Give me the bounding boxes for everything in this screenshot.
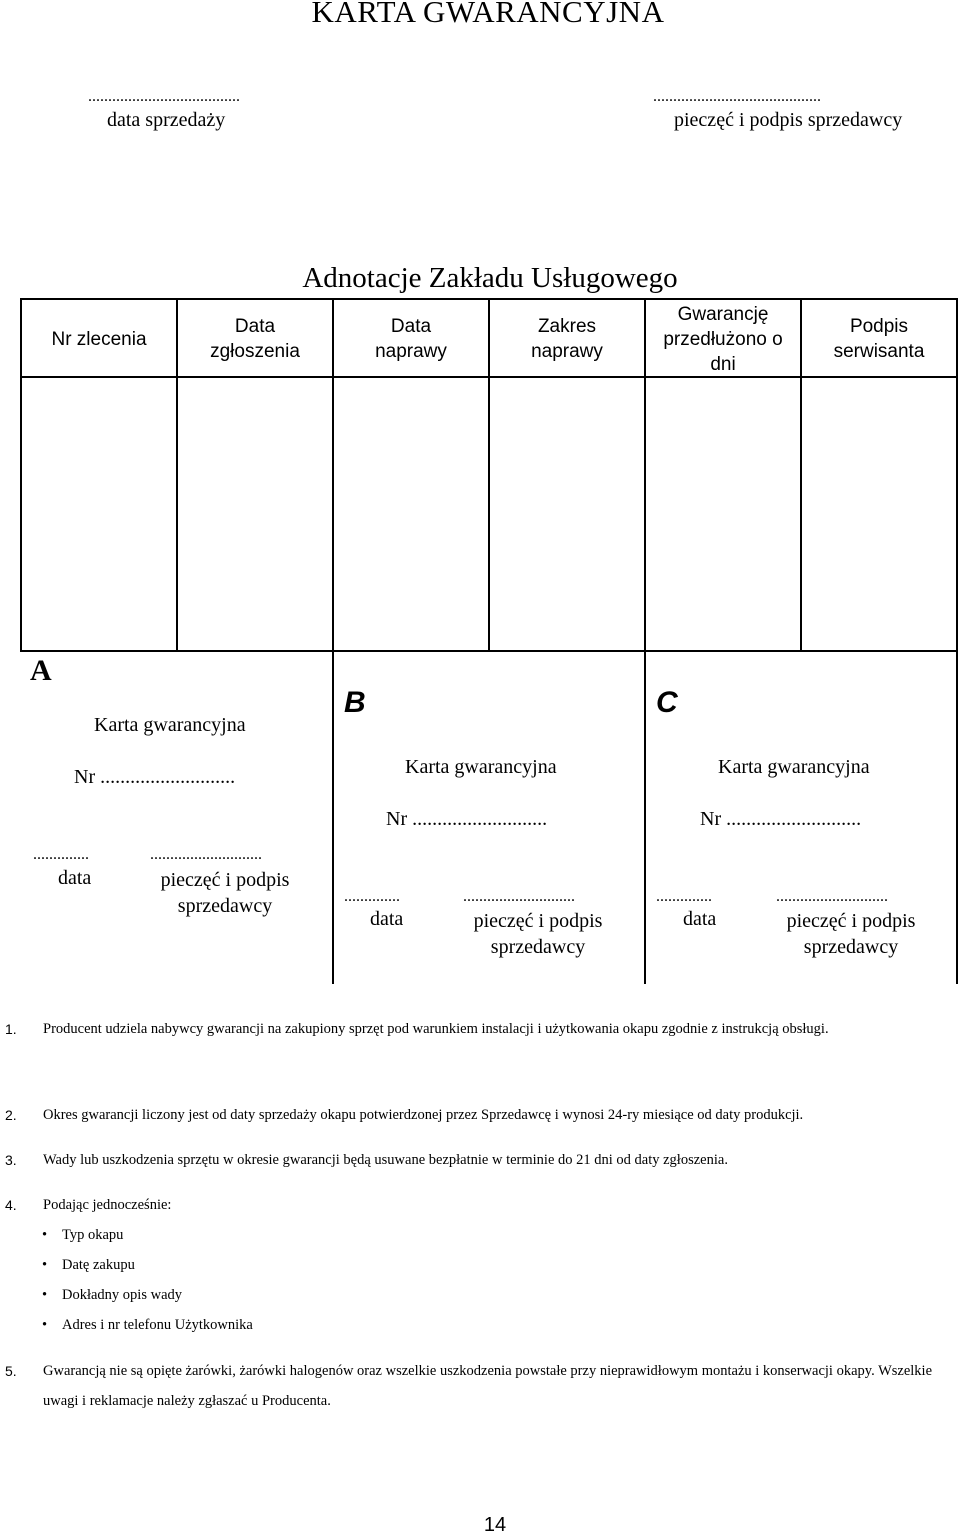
header-order-number: Nr zlecenia <box>51 328 147 350</box>
bullet-dot: • <box>42 1257 48 1273</box>
bullet-dot: • <box>42 1227 48 1243</box>
page-number: 14 <box>483 1514 507 1536</box>
coupon-a-title: Karta gwarancyjna <box>94 714 246 736</box>
term-4-bullet-list <box>42 1220 253 1340</box>
warranty-term <box>5 1145 950 1175</box>
document-title: KARTA GWARANCYJNA <box>311 0 665 29</box>
coupon-b-title: Karta gwarancyjna <box>405 756 557 778</box>
term-number: 3. <box>5 1152 17 1168</box>
header-report-date: Data zgłoszenia <box>210 316 300 362</box>
coupon-c-stamp-label: pieczęć i podpis sprzedawcy <box>786 910 916 958</box>
coupon-b-date-label: data <box>370 908 404 930</box>
term-number: 1. <box>5 1021 17 1037</box>
seller-stamp-label: pieczęć i podpis sprzedawcy <box>674 109 903 131</box>
coupon-a-date-label: data <box>58 867 92 889</box>
bullet-dot: • <box>42 1317 48 1333</box>
coupon-divider <box>644 652 646 984</box>
header-technician-signature: Podpis serwisanta <box>833 316 925 362</box>
coupon-a-letter: A <box>30 654 52 687</box>
bullet-item: • Adres i nr telefonu Użytkownika <box>42 1310 253 1340</box>
term-number: 5. <box>5 1363 17 1379</box>
warranty-term <box>5 1190 950 1220</box>
coupon-c-title: Karta gwarancyjna <box>718 756 870 778</box>
sale-date-label: data sprzedaży <box>107 109 226 131</box>
header-repair-scope: Zakres naprawy <box>531 316 603 362</box>
term-number: 2. <box>5 1107 17 1123</box>
header-repair-date: Data naprawy <box>375 316 447 362</box>
coupon-b-letter: B <box>344 686 366 719</box>
bullet-item: • Datę zakupu <box>42 1250 253 1280</box>
coupon-b-date-dots: .............. <box>344 888 400 905</box>
term-text: Producent udziela nabywcy gwarancji na zakupiony sprzęt pod warunkiem instalacji i użytkowania okapu zgodnie z instrukcją obsługi. <box>43 1021 829 1037</box>
term-text: Gwarancją nie są opięte żarówki, żarówki halogenów oraz wszelkie uszkodzenia powstałe przy nieprawidłowym montażu i konserwacji okapy. Wszelkie uwagi i reklamacje należy zgłaszać u Producenta. <box>43 1363 933 1409</box>
warranty-term <box>5 1100 950 1130</box>
coupon-a-date-dots: .............. <box>33 846 89 863</box>
coupon-c-date-label: data <box>683 908 717 930</box>
coupon-c-letter: C <box>656 686 678 719</box>
coupon-a-number: Nr ........................... <box>74 766 236 788</box>
service-table-title: Adnotacje Zakładu Usługowego <box>302 262 678 294</box>
coupon-c-number: Nr ........................... <box>700 808 862 830</box>
term-number: 4. <box>5 1197 17 1213</box>
coupon-b-stamp-dots: ............................ <box>463 888 575 905</box>
header-warranty-extension: Gwarancję przedłużono o dni <box>663 303 783 375</box>
coupon-c-stamp-dots: ............................ <box>776 888 888 905</box>
coupon-divider <box>332 652 334 984</box>
coupon-a-stamp-dots: ............................ <box>150 846 262 863</box>
bullet-item: • Dokładny opis wady <box>42 1280 253 1310</box>
sale-date-dots: ...................................... <box>88 88 240 105</box>
bullet-dot: • <box>42 1287 48 1303</box>
term-text: Podając jednocześnie: <box>43 1197 172 1213</box>
table-col-line <box>956 298 958 652</box>
coupon-c-date-dots: .............. <box>656 888 712 905</box>
seller-stamp-dots: .......................................... <box>653 88 821 105</box>
bullet-item: • Typ okapu <box>42 1220 253 1250</box>
term-text: Wady lub uszkodzenia sprzętu w okresie gwarancji będą usuwane bezpłatnie w terminie do 21 dni od daty zgłoszenia. <box>43 1152 728 1168</box>
coupon-a-stamp-label: pieczęć i podpis sprzedawcy <box>160 869 290 917</box>
coupon-b-stamp-label: pieczęć i podpis sprzedawcy <box>473 910 603 958</box>
warranty-term <box>5 1014 950 1044</box>
coupon-b-number: Nr ........................... <box>386 808 548 830</box>
warranty-term <box>5 1356 950 1416</box>
coupon-divider <box>956 652 958 984</box>
term-text: Okres gwarancji liczony jest od daty sprzedaży okapu potwierdzonej przez Sprzedawcę i wynosi 24-ry miesiące od daty produkcji. <box>43 1107 804 1123</box>
